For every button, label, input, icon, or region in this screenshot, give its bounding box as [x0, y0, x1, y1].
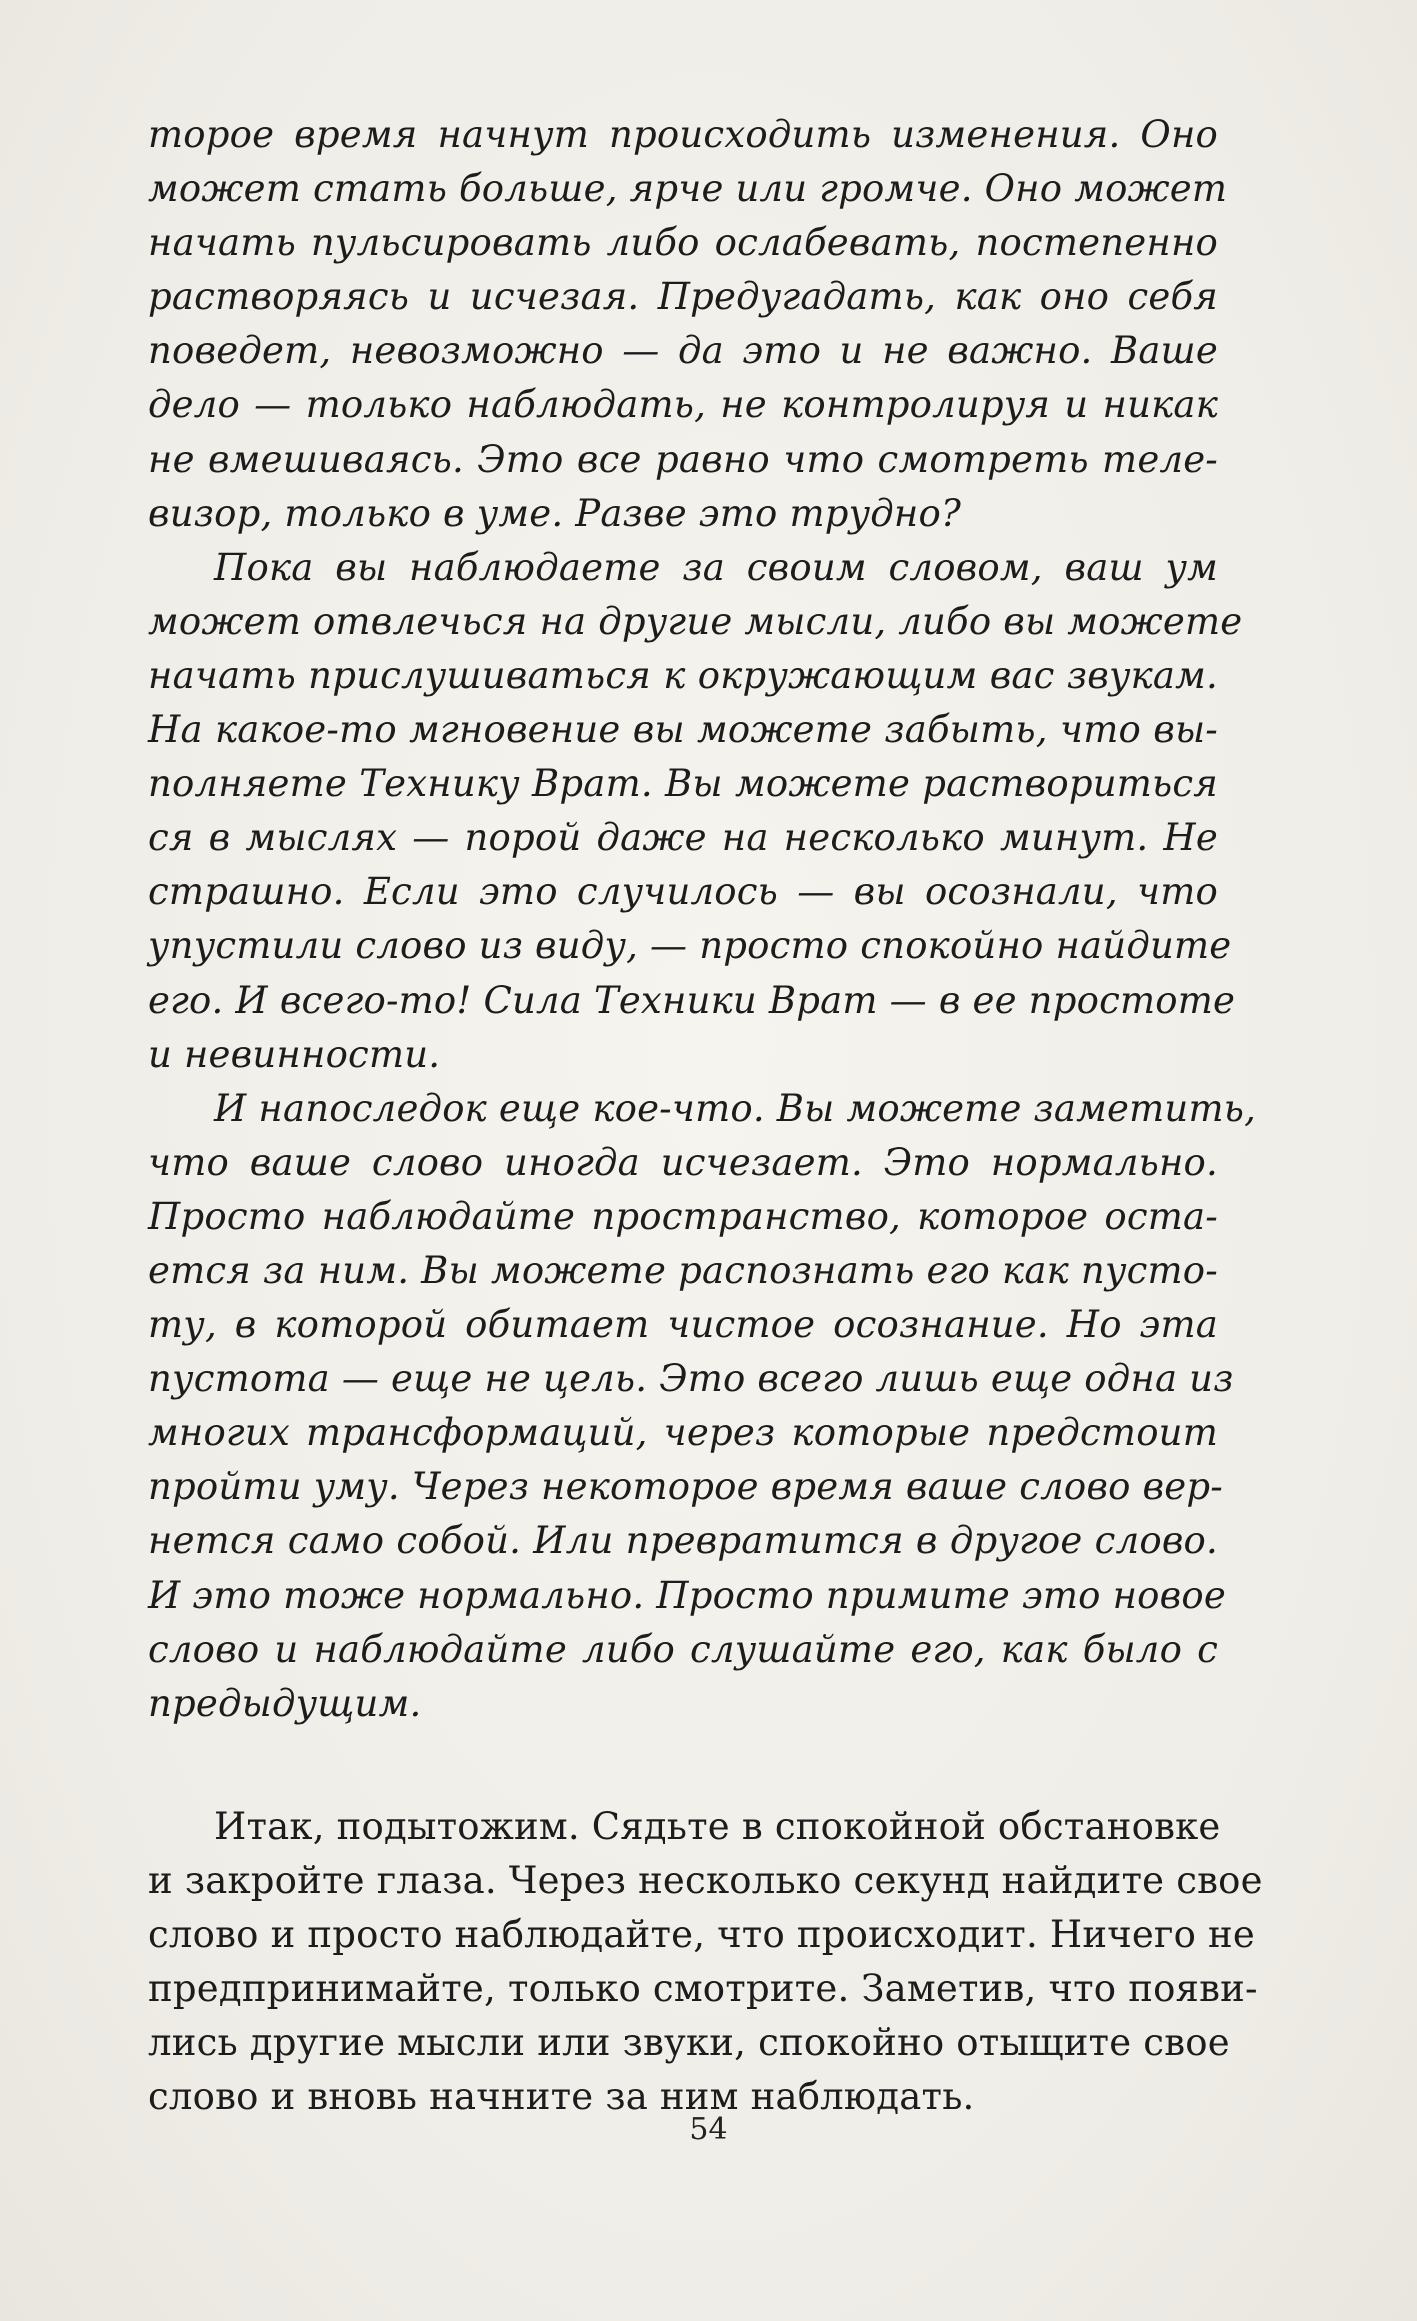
text-line: растворяясь и исчезая. Предугадать, как оно себя [148, 275, 1218, 319]
text-line: дело — только наблюдать, не контролируя и никак [148, 383, 1218, 427]
text-line: начать прислушиваться к окружающим вас звукам. [148, 653, 1218, 697]
text-line: упустили слово из виду, — просто спокойно найдите [148, 924, 1232, 968]
text-line: страшно. Если это случилось — вы осознали, что [148, 870, 1218, 914]
text-line: и закройте глаза. Через несколько секунд найдите свое [148, 1859, 1263, 1903]
text-line: пустота — еще не цель. Это всего лишь еще одна из [148, 1357, 1234, 1401]
summary-paragraph [148, 1800, 1263, 2125]
text-line: Пока вы наблюдаете за своим словом, ваш ум [214, 545, 1218, 589]
text-line: На какое-то мгновение вы можете забыть, что вы- [148, 708, 1218, 752]
page-number: 54 [689, 2112, 728, 2147]
text-line: И это тоже нормально. Просто примите это новое [148, 1573, 1226, 1617]
text-line: не вмешиваясь. Это все равно что смотреть теле- [148, 437, 1218, 481]
text-line: и невинности. [148, 1032, 441, 1076]
text-line: лись другие мысли или звуки, спокойно отыщите свое [148, 2021, 1230, 2065]
text-line: Итак, подытожим. Сядьте в спокойной обстановке [214, 1805, 1221, 1848]
italic-passage [148, 108, 1257, 1731]
text-line: что ваше слово иногда исчезает. Это нормально. [148, 1140, 1218, 1184]
text-line: пройти уму. Через некоторое время ваше слово вер- [148, 1465, 1223, 1509]
text-line: слово и наблюдайте либо слушайте его, как было с [148, 1627, 1218, 1671]
text-line: предыдущим. [148, 1681, 422, 1725]
text-line: может стать больше, ярче или громче. Оно может [148, 167, 1228, 211]
text-line: многих трансформаций, через которые предстоит [148, 1411, 1218, 1455]
text-line: торое время начнут происходить изменения. Оно [148, 113, 1218, 156]
text-line: нется само собой. Или превратится в другое слово. [148, 1519, 1218, 1563]
text-line: И напоследок еще кое-что. Вы можете заметить, [214, 1086, 1257, 1130]
text-line: полняете Технику Врат. Вы можете раствориться [148, 762, 1218, 806]
text-line: Просто наблюдайте пространство, которое оста- [148, 1194, 1218, 1238]
text-line: слово и просто наблюдайте, что происходит. Ничего не [148, 1913, 1255, 1957]
text-line: предпринимайте, только смотрите. Заметив, что появи- [148, 1967, 1258, 2011]
text-line: ту, в которой обитает чистое осознание. Но эта [148, 1303, 1218, 1347]
text-line: ся в мыслях — порой даже на несколько минут. Не [148, 816, 1218, 860]
text-line: его. И всего-то! Сила Техники Врат — в ее простоте [148, 978, 1236, 1022]
text-line: ется за ним. Вы можете распознать его как пусто- [148, 1248, 1218, 1292]
text-line: поведет, невозможно — да это и не важно. Ваше [148, 329, 1218, 373]
text-line: начать пульсировать либо ослабевать, постепенно [148, 221, 1218, 265]
text-line: визор, только в уме. Разве это трудно? [148, 491, 962, 535]
text-line: может отвлечься на другие мысли, либо вы можете [148, 599, 1243, 643]
text-line: слово и вновь начните за ним наблюдать. [148, 2075, 975, 2119]
